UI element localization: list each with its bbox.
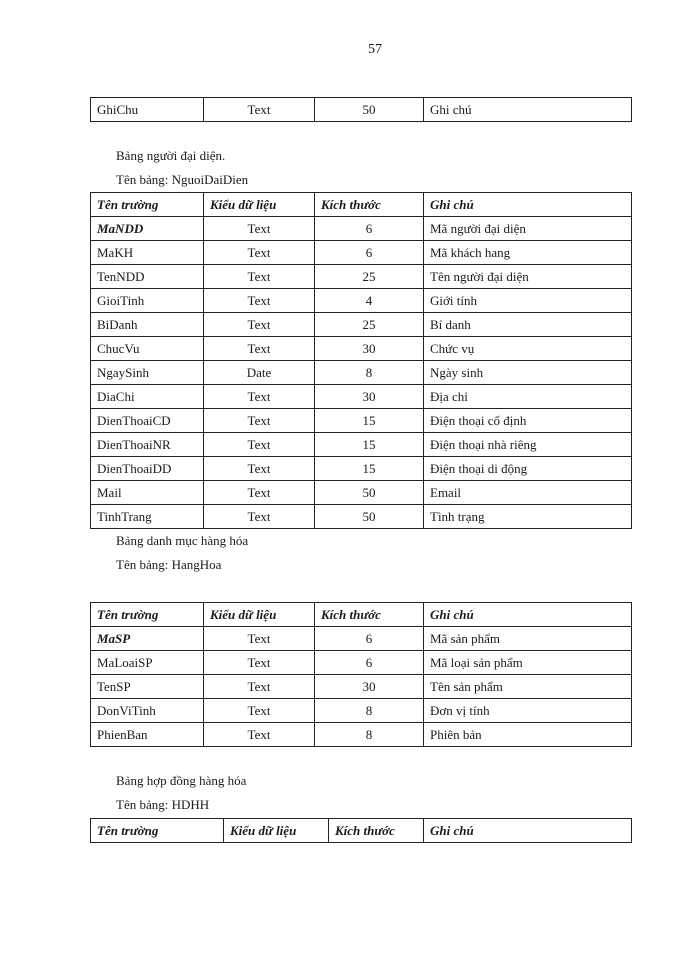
- data-type-cell: Text: [204, 217, 315, 241]
- size-cell: 50: [315, 481, 424, 505]
- column-header: Ghi chú: [424, 193, 632, 217]
- note-cell: Ghi chú: [424, 98, 632, 122]
- page-number: 57: [368, 42, 382, 57]
- note-cell: Mã sản phẩm: [424, 627, 632, 651]
- note-cell: Chức vụ: [424, 337, 632, 361]
- table-row: [91, 457, 632, 481]
- size-cell: 6: [315, 241, 424, 265]
- size-cell: 8: [315, 723, 424, 747]
- column-header: Ghi chú: [424, 819, 632, 843]
- table-header-row: [91, 193, 632, 217]
- data-type-cell: Text: [204, 337, 315, 361]
- section-heading: Bảng hợp đồng hàng hóa: [116, 773, 247, 788]
- field-name-cell: TenNDD: [91, 265, 204, 289]
- size-cell: 25: [315, 313, 424, 337]
- table-name: Tên bảng: HDHH: [116, 797, 210, 812]
- note-cell: Mã khách hang: [424, 241, 632, 265]
- column-header: Tên trường: [91, 819, 224, 843]
- table-header-row: [91, 603, 632, 627]
- column-header: Kiểu dữ liệu: [204, 193, 315, 217]
- field-name-cell: DonViTinh: [91, 699, 204, 723]
- data-type-cell: Text: [204, 457, 315, 481]
- table-name: Tên bảng: HangHoa: [116, 557, 222, 572]
- note-cell: Đơn vị tính: [424, 699, 632, 723]
- table-row: [91, 385, 632, 409]
- section-heading: Bảng danh mục hàng hóa: [116, 533, 249, 548]
- table-hanghoa: [90, 602, 632, 747]
- field-name-cell: TinhTrang: [91, 505, 204, 529]
- field-name-cell: PhienBan: [91, 723, 204, 747]
- table-body: [91, 627, 632, 747]
- table-row: [91, 409, 632, 433]
- data-type-cell: Text: [204, 481, 315, 505]
- table-name: Tên bảng: NguoiDaiDien: [116, 172, 249, 187]
- field-name-cell: DiaChi: [91, 385, 204, 409]
- table-row: [91, 361, 632, 385]
- data-type-cell: Text: [204, 98, 315, 122]
- column-header: Tên trường: [91, 193, 204, 217]
- table-row: [91, 505, 632, 529]
- data-type-cell: Text: [204, 313, 315, 337]
- field-name-cell: Mail: [91, 481, 204, 505]
- column-header: Kích thước: [315, 603, 424, 627]
- data-type-cell: Text: [204, 699, 315, 723]
- data-type-cell: Text: [204, 433, 315, 457]
- note-cell: Email: [424, 481, 632, 505]
- table-row: [91, 289, 632, 313]
- size-cell: 8: [315, 699, 424, 723]
- column-header: Kiểu dữ liệu: [224, 819, 329, 843]
- table-row: [91, 433, 632, 457]
- size-cell: 30: [315, 675, 424, 699]
- data-type-cell: Text: [204, 265, 315, 289]
- size-cell: 8: [315, 361, 424, 385]
- column-header: Kích thước: [315, 193, 424, 217]
- note-cell: Mã loại sản phẩm: [424, 651, 632, 675]
- table-row: [91, 98, 632, 122]
- note-cell: Tình trạng: [424, 505, 632, 529]
- field-name-cell: MaSP: [91, 627, 204, 651]
- section-heading: Bảng người đại diện.: [116, 148, 226, 163]
- size-cell: 6: [315, 627, 424, 651]
- note-cell: Điện thoại cố định: [424, 409, 632, 433]
- table-row: [91, 723, 632, 747]
- note-cell: Địa chỉ: [424, 385, 632, 409]
- field-name-cell: NgaySinh: [91, 361, 204, 385]
- data-type-cell: Text: [204, 627, 315, 651]
- size-cell: 50: [315, 98, 424, 122]
- field-name-cell: DienThoaiCD: [91, 409, 204, 433]
- size-cell: 15: [315, 409, 424, 433]
- column-header: Ghi chú: [424, 603, 632, 627]
- prev-table: [90, 97, 632, 122]
- table-row: [91, 313, 632, 337]
- field-name-cell: ChucVu: [91, 337, 204, 361]
- size-cell: 50: [315, 505, 424, 529]
- field-name-cell: GhiChu: [91, 98, 204, 122]
- table-row: [91, 241, 632, 265]
- data-type-cell: Text: [204, 385, 315, 409]
- field-name-cell: MaKH: [91, 241, 204, 265]
- field-name-cell: DienThoaiDD: [91, 457, 204, 481]
- note-cell: Phiên bản: [424, 723, 632, 747]
- field-name-cell: TenSP: [91, 675, 204, 699]
- size-cell: 6: [315, 217, 424, 241]
- data-type-cell: Text: [204, 289, 315, 313]
- data-type-cell: Text: [204, 723, 315, 747]
- field-name-cell: DienThoaiNR: [91, 433, 204, 457]
- data-type-cell: Text: [204, 409, 315, 433]
- field-name-cell: MaLoaiSP: [91, 651, 204, 675]
- column-header: Kích thước: [329, 819, 424, 843]
- note-cell: Bí danh: [424, 313, 632, 337]
- size-cell: 30: [315, 337, 424, 361]
- table-row: [91, 699, 632, 723]
- note-cell: Tên sản phẩm: [424, 675, 632, 699]
- table-row: [91, 265, 632, 289]
- table-row: [91, 627, 632, 651]
- note-cell: Giới tính: [424, 289, 632, 313]
- size-cell: 15: [315, 457, 424, 481]
- note-cell: Điện thoại di động: [424, 457, 632, 481]
- data-type-cell: Text: [204, 675, 315, 699]
- column-header: Tên trường: [91, 603, 204, 627]
- note-cell: Điện thoại nhà riêng: [424, 433, 632, 457]
- field-name-cell: GioiTinh: [91, 289, 204, 313]
- data-type-cell: Date: [204, 361, 315, 385]
- data-type-cell: Text: [204, 505, 315, 529]
- data-type-cell: Text: [204, 241, 315, 265]
- size-cell: 4: [315, 289, 424, 313]
- field-name-cell: MaNDD: [91, 217, 204, 241]
- data-type-cell: Text: [204, 651, 315, 675]
- table-header-row: [91, 819, 632, 843]
- field-name-cell: BiDanh: [91, 313, 204, 337]
- table-row: [91, 337, 632, 361]
- column-header: Kiểu dữ liệu: [204, 603, 315, 627]
- size-cell: 15: [315, 433, 424, 457]
- note-cell: Mã người đại diện: [424, 217, 632, 241]
- note-cell: Ngày sinh: [424, 361, 632, 385]
- size-cell: 25: [315, 265, 424, 289]
- size-cell: 6: [315, 651, 424, 675]
- table-nguoidaidien: [90, 192, 632, 529]
- table-body: [91, 217, 632, 529]
- size-cell: 30: [315, 385, 424, 409]
- table-row: [91, 481, 632, 505]
- table-row: [91, 675, 632, 699]
- table-row: [91, 217, 632, 241]
- table-row: [91, 651, 632, 675]
- note-cell: Tên người đại diện: [424, 265, 632, 289]
- table-hdhh: [90, 818, 632, 843]
